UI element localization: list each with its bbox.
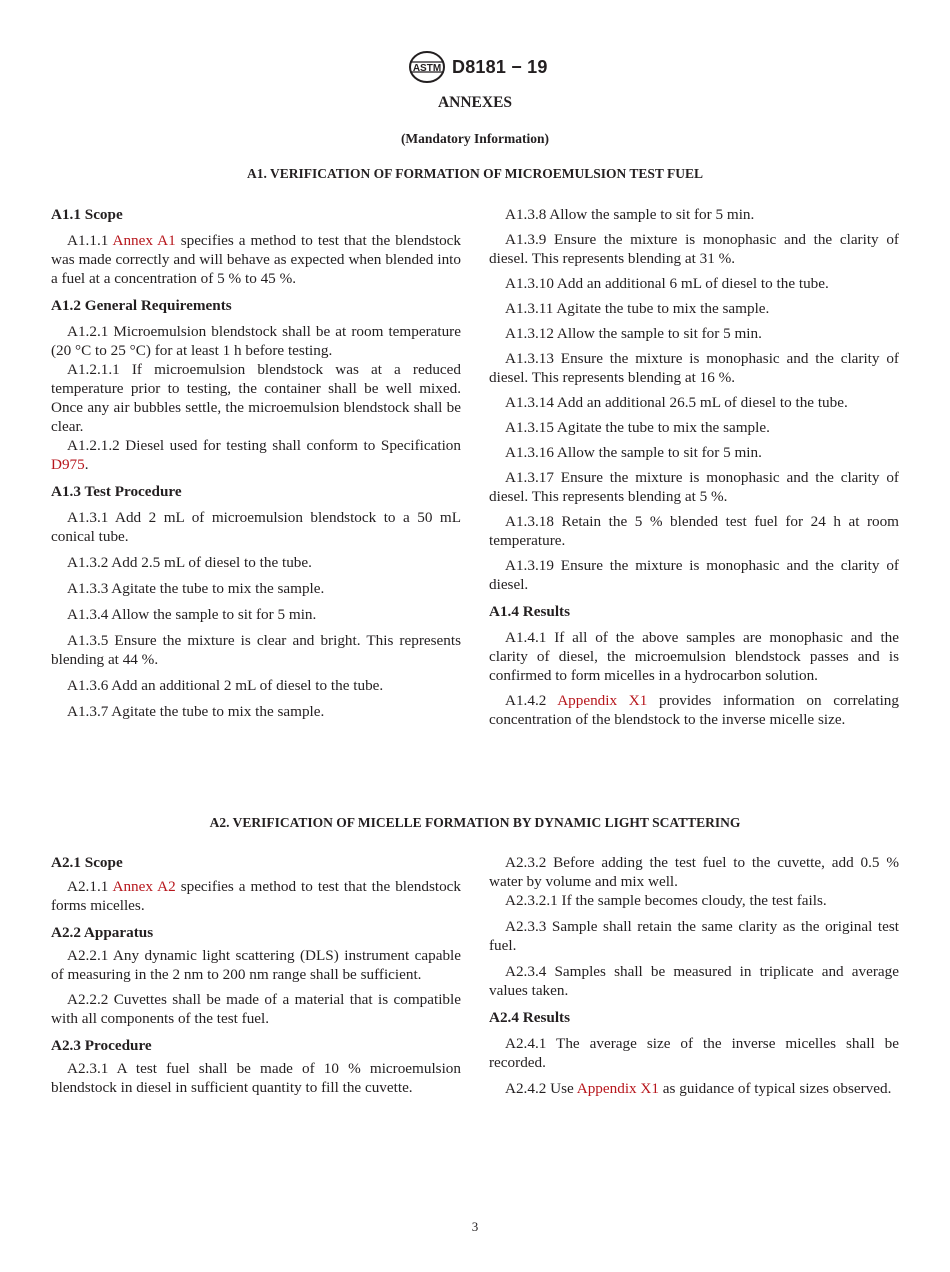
paragraph: A1.3.15 Agitate the tube to mix the sample. (505, 419, 770, 436)
section-heading: A1.2 General Requirements (51, 297, 232, 314)
section-heading: A1.4 Results (489, 603, 571, 620)
appendix-x1-link[interactable]: Appendix X1 (557, 692, 648, 709)
section-heading: A2.4 Results (489, 1009, 571, 1026)
section-heading: A2.1 Scope (51, 854, 123, 871)
section-heading: A2.2 Apparatus (51, 924, 154, 941)
d975-link[interactable]: D975 (51, 456, 85, 473)
section-heading: A1.1 Scope (51, 206, 123, 223)
paragraph: A1.3.7 Agitate the tube to mix the sample. (67, 703, 325, 720)
paragraph: A1.3.9 Ensure the mixture is monophasic and the clarity of diesel. This represents blending at 31 %. (489, 231, 899, 267)
paragraph: A2.3.2 Before adding the test fuel to the cuvette, add 0.5 % water by volume and mix well. (489, 854, 899, 890)
a2-left-column (51, 853, 461, 1097)
paragraph: A2.3.4 Samples shall be measured in triplicate and average values taken. (489, 963, 899, 999)
paragraph: A1.3.2 Add 2.5 mL of diesel to the tube. (67, 554, 312, 571)
astm-logo-text: ASTM (412, 63, 442, 74)
paragraph: A1.3.14 Add an additional 26.5 mL of diesel to the tube. (505, 394, 848, 411)
annex-a1-title: A1. VERIFICATION OF FORMATION OF MICROEMULSION TEST FUEL (246, 166, 704, 181)
paragraph: A1.3.1 Add 2 mL of microemulsion blendstock to a 50 mL conical tube. (51, 509, 461, 545)
paragraph: A1.2.1 Microemulsion blendstock shall be at room temperature (20 °C to 25 °C) for at least 1 h before testing. (51, 323, 461, 359)
annexes-title: ANNEXES (437, 94, 513, 111)
paragraph: A2.4.2 Use Appendix X1 as guidance of typical sizes observed. (505, 1080, 892, 1097)
annex-a1-link[interactable]: Annex A1 (112, 232, 176, 249)
paragraph: A1.4.2 Appendix X1 provides information on correlating concentration of the blendstock to the inverse micelle size. (489, 692, 899, 728)
paragraph: A1.3.3 Agitate the tube to mix the sample. (67, 580, 325, 597)
a2-right-column (489, 853, 899, 1098)
paragraph: A1.3.4 Allow the sample to sit for 5 min. (67, 606, 317, 623)
paragraph: A1.3.16 Allow the sample to sit for 5 min. (505, 444, 762, 461)
paragraph: A2.1.1 Annex A2 specifies a method to test that the blendstock forms micelles. (51, 878, 462, 914)
paragraph: A1.3.5 Ensure the mixture is clear and bright. This represents blending at 44 %. (51, 632, 461, 668)
astm-logo-icon (408, 50, 446, 84)
paragraph: A1.3.17 Ensure the mixture is monophasic and the clarity of diesel. This represents blending at 5 %. (489, 469, 899, 505)
a1-left-column (51, 205, 461, 721)
paragraph: A1.3.11 Agitate the tube to mix the sample. (505, 300, 770, 317)
standard-designation: D8181 − 19 (452, 57, 548, 77)
section-heading: A1.3 Test Procedure (51, 483, 182, 500)
paragraph: A1.2.1.2 Diesel used for testing shall conform to Specification D975. (51, 437, 461, 473)
annex-a2-link[interactable]: Annex A2 (112, 878, 176, 895)
paragraph: A1.3.19 Ensure the mixture is monophasic and the clarity of diesel. (489, 557, 899, 593)
paragraph: A2.2.2 Cuvettes shall be made of a material that is compatible with all components of the test fuel. (51, 991, 461, 1027)
page-header (0, 50, 950, 86)
paragraph: A1.3.12 Allow the sample to sit for 5 min. (505, 325, 762, 342)
paragraph: A1.2.1.1 If microemulsion blendstock was at a reduced temperature prior to testing, the container shall be well mixed. Once any air bubbles settle, the microemulsion blendstock shall be clear. (51, 361, 461, 435)
page-number: 3 (471, 1219, 479, 1234)
paragraph: A1.3.13 Ensure the mixture is monophasic and the clarity of diesel. This represents blending at 16 %. (489, 350, 899, 386)
mandatory-information: (Mandatory Information) (400, 131, 550, 146)
section-heading: A2.3 Procedure (51, 1037, 152, 1054)
paragraph: A1.3.6 Add an additional 2 mL of diesel to the tube. (67, 677, 384, 694)
a1-right-column (489, 205, 899, 729)
paragraph: A1.3.8 Allow the sample to sit for 5 min. (505, 206, 755, 223)
paragraph: A1.3.18 Retain the 5 % blended test fuel for 24 h at room temperature. (489, 513, 899, 549)
paragraph: A1.4.1 If all of the above samples are monophasic and the clarity of diesel, the microemulsion blendstock passes and is confirmed to form micelles in a hydrocarbon solution. (489, 629, 899, 684)
appendix-x1-link[interactable]: Appendix X1 (576, 1080, 659, 1097)
paragraph: A1.3.10 Add an additional 6 mL of diesel to the tube. (505, 275, 829, 292)
paragraph: A2.4.1 The average size of the inverse micelles shall be recorded. (489, 1035, 899, 1071)
paragraph: A2.2.1 Any dynamic light scattering (DLS) instrument capable of measuring in the 2 nm to 200 nm range shall be sufficient. (51, 947, 461, 983)
paragraph: A2.3.3 Sample shall retain the same clarity as the original test fuel. (489, 918, 899, 954)
paragraph: A1.1.1 Annex A1 specifies a method to test that the blendstock was made correctly and will behave as expected when blended into a fuel at a concentration of 5 % to 45 %. (51, 232, 462, 287)
annex-a2-title: A2. VERIFICATION OF MICELLE FORMATION BY DYNAMIC LIGHT SCATTERING (209, 815, 741, 830)
paragraph: A2.3.1 A test fuel shall be made of 10 % microemulsion blendstock in diesel in sufficient quantity to fill the cuvette. (51, 1060, 461, 1096)
paragraph: A2.3.2.1 If the sample becomes cloudy, the test fails. (505, 892, 827, 909)
